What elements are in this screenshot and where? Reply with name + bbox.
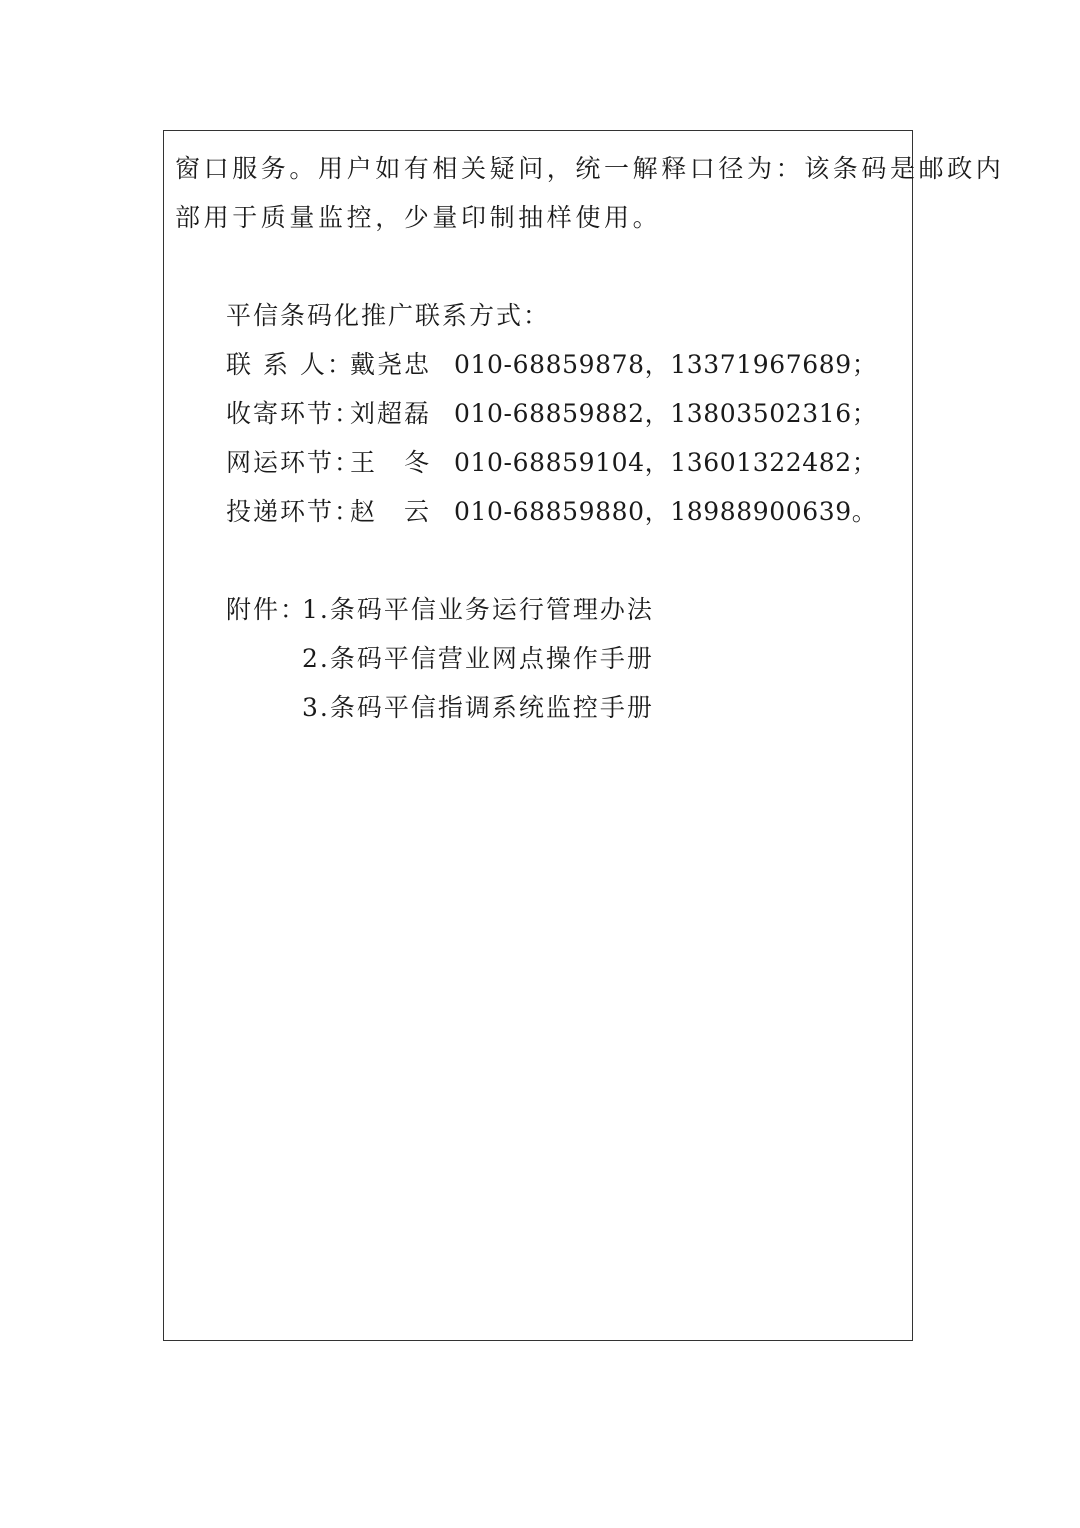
contact-phones: 010-68859104，13601322482；	[454, 448, 878, 477]
contact-name: 赵 云	[350, 497, 432, 526]
contact-role: 联 系 人：	[226, 350, 354, 379]
attachments-label: 附件：	[226, 595, 308, 624]
contact-phones: 010-68859880，18988900639。	[454, 497, 878, 526]
body-paragraph-line-2: 部用于质量监控，少量印制抽样使用。	[175, 203, 662, 232]
contact-row	[226, 448, 877, 478]
contact-role: 投递环节：	[226, 497, 362, 526]
attachment-item: 2.条码平信营业网点操作手册	[302, 644, 654, 673]
contacts-heading: 平信条码化推广联系方式：	[226, 301, 551, 330]
contact-role: 收寄环节：	[226, 399, 362, 428]
body-paragraph-line-1: 窗口服务。用户如有相关疑问，统一解释口径为：该条码是邮政内	[175, 154, 1005, 183]
contact-row	[226, 399, 877, 429]
contact-row	[226, 350, 877, 380]
attachment-item: 3.条码平信指调系统监控手册	[302, 693, 654, 722]
contact-name: 刘超磊	[350, 399, 432, 428]
contact-phones: 010-68859882，13803502316；	[454, 399, 878, 428]
contact-name: 王 冬	[350, 448, 432, 477]
contact-phones: 010-68859878，13371967689；	[454, 350, 878, 379]
contact-name: 戴尧忠	[350, 350, 432, 379]
contact-row	[226, 497, 877, 527]
attachment-item: 1.条码平信业务运行管理办法	[302, 595, 654, 624]
contact-role: 网运环节：	[226, 448, 362, 477]
